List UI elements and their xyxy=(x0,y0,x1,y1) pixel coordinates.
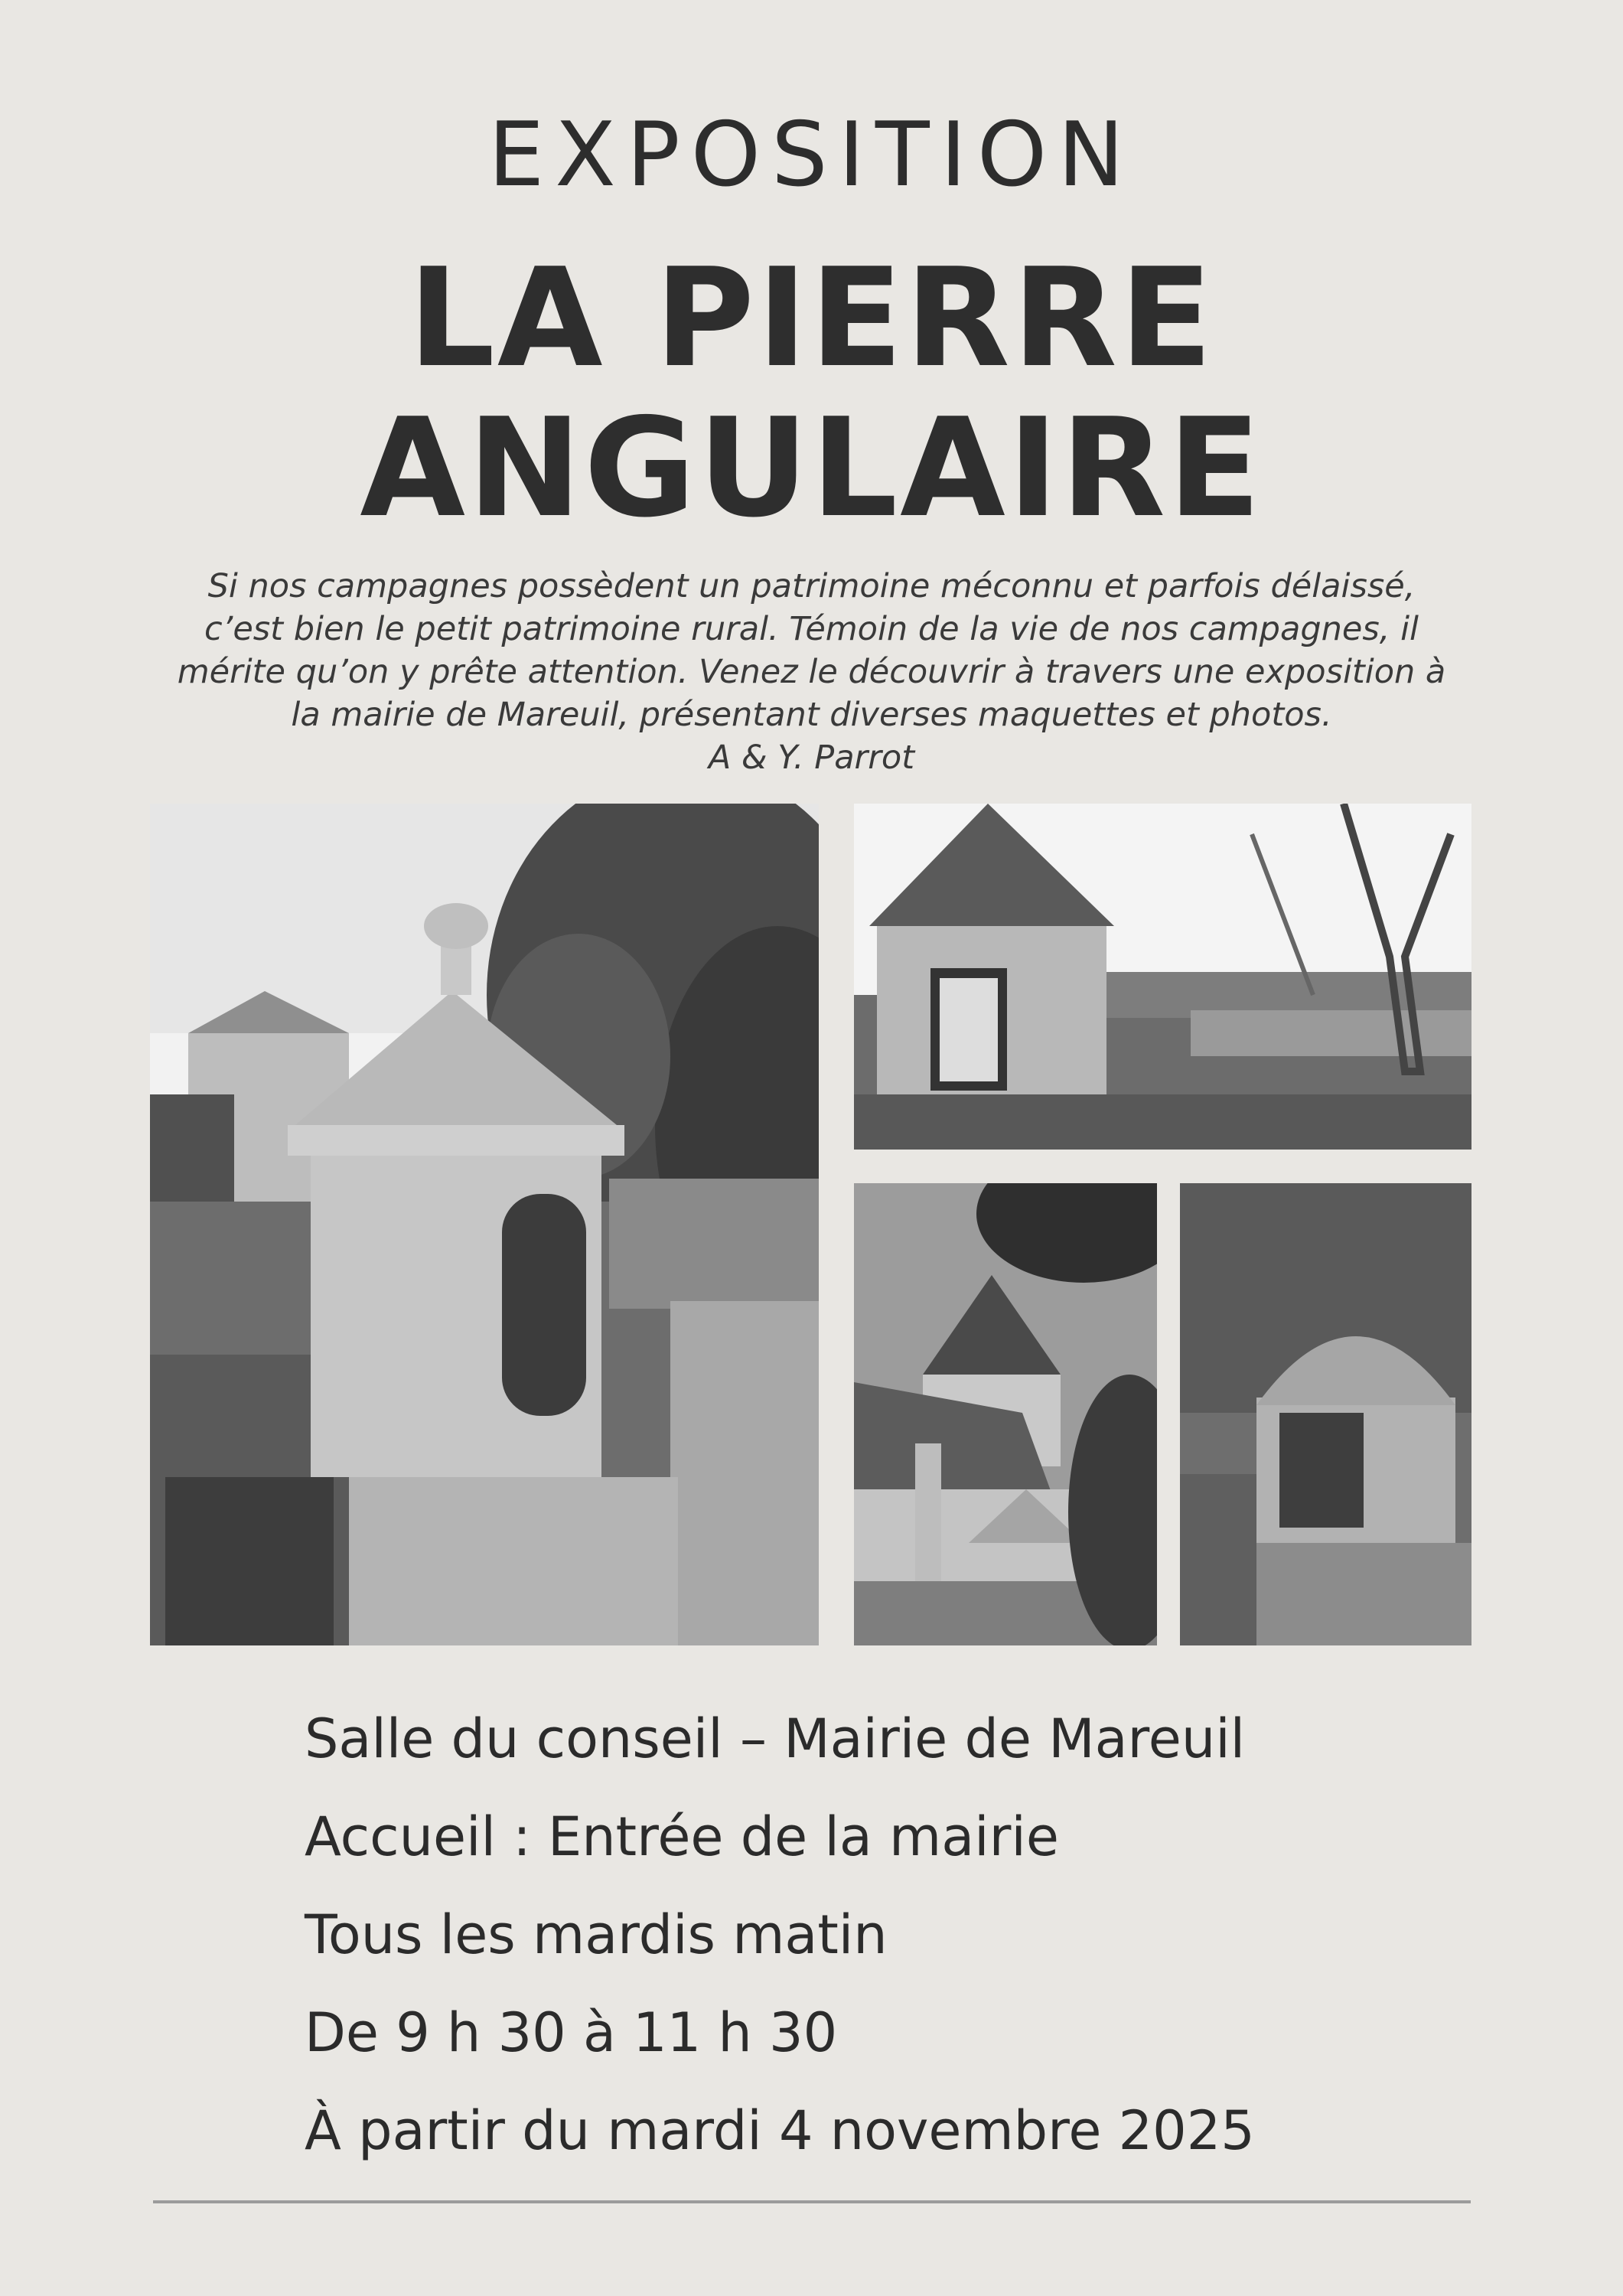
intro-line: mérite qu’on y prête attention. Venez le découvrir à travers une exposition à xyxy=(177,653,1446,691)
info-reception: Accueil : Entrée de la mairie xyxy=(305,1805,1059,1868)
info-hours: De 9 h 30 à 11 h 30 xyxy=(305,2001,838,2064)
info-day: Tous les mardis matin xyxy=(305,1903,888,1966)
info-location: Salle du conseil – Mairie de Mareuil xyxy=(305,1707,1246,1770)
intro-paragraph xyxy=(145,565,1478,779)
info-start-date: À partir du mardi 4 novembre 2025 xyxy=(305,2099,1255,2162)
stone-well-hut-photo xyxy=(1180,1183,1471,1645)
event-info xyxy=(305,1690,1529,2180)
intro-line: Si nos campagnes possèdent un patrimoine méconnu et parfois délaissé, xyxy=(207,567,1416,605)
intro-author: A & Y. Parrot xyxy=(708,739,915,777)
title-line-2: ANGULAIRE xyxy=(360,389,1263,547)
bottom-divider xyxy=(153,2200,1471,2203)
church-bell-tower-photo xyxy=(854,1183,1157,1645)
lavoir-pavilion-photo xyxy=(854,804,1471,1150)
intro-line: c’est bien le petit patrimoine rural. Témoin de la vie de nos campagnes, il xyxy=(204,610,1419,648)
exposition-kicker: EXPOSITION xyxy=(487,103,1135,207)
intro-line: la mairie de Mareuil, présentant diverses maquettes et photos. xyxy=(291,696,1332,734)
page-title xyxy=(0,239,1623,547)
stone-pillar-shrine-photo xyxy=(150,804,819,1645)
title-line-1: LA PIERRE xyxy=(408,239,1215,397)
